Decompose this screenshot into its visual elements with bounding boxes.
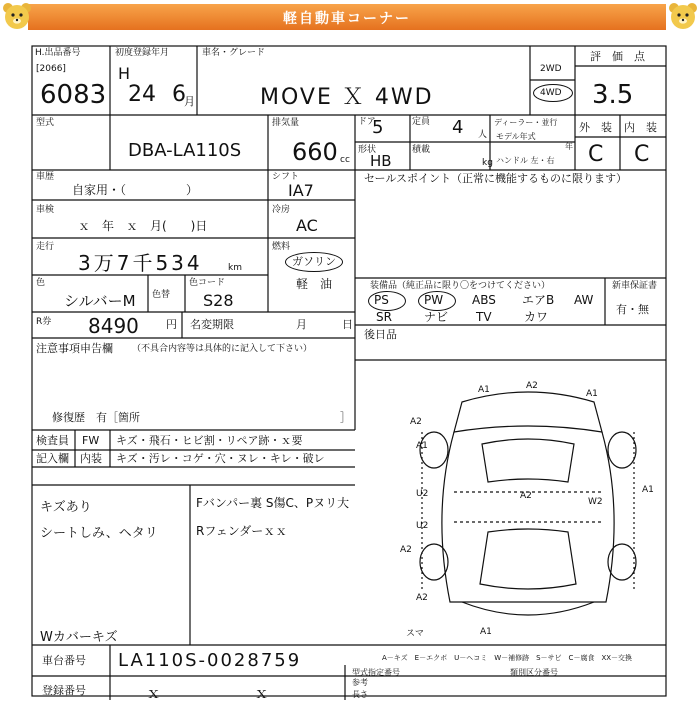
handwritten-note-5: Wカバーキズ — [40, 630, 118, 645]
aircon-label: 冷房 — [272, 205, 291, 215]
damage-mark: A1 — [478, 385, 490, 395]
reg-year: 24 — [128, 82, 156, 107]
color-value: シルバーM — [64, 292, 136, 310]
type-designation-label: 型式指定番号 — [352, 668, 400, 677]
inspection-value: ｘ 年 ｘ 月( )日 — [78, 219, 208, 233]
load-label: 積載 — [412, 145, 431, 155]
damage-mark: W2 — [588, 497, 603, 507]
reg-no-value2: ｘ — [254, 684, 270, 702]
drive-4wd: 4WD — [540, 88, 562, 98]
sales-point-label: セールスポイント（正常に機能するものに限ります） — [364, 172, 628, 185]
fuel-light-oil: 軽 油 — [296, 277, 333, 291]
chassis-value: LA110S-0028759 — [118, 650, 302, 671]
fuel-label: 燃料 — [272, 242, 291, 252]
damage-mark: A2 — [410, 417, 422, 427]
inspection-label: 車検 — [36, 205, 55, 215]
score-value: 3.5 — [592, 80, 634, 110]
category-label: 類別区分番号 — [510, 668, 558, 677]
pw-circle — [418, 291, 456, 311]
mileage-label: 走行 — [36, 242, 55, 252]
reg-month: 6 — [172, 82, 186, 107]
drive-2wd: 2WD — [540, 64, 562, 74]
shift-label: シフト — [272, 172, 300, 182]
exterior-grade: C — [588, 142, 604, 167]
damage-mark: A2 — [520, 491, 532, 501]
fuel-gasoline: ガソリン — [292, 255, 336, 268]
type-value: DBA-LA110S — [128, 140, 242, 161]
rear-seat-label: 後日品 — [364, 328, 397, 341]
model-year-label: モデル年式 — [496, 132, 536, 141]
equipment-sr: SR — [376, 310, 392, 324]
doors-value: 5 — [372, 117, 384, 138]
repair-close: ］ — [340, 411, 351, 424]
equipment-leather: カワ — [524, 310, 549, 324]
warranty-value: 有・無 — [616, 303, 649, 316]
doors-label: ドア — [358, 117, 376, 127]
capacity-label: 定員 — [412, 117, 431, 127]
inspector-label2: 記入欄 — [36, 452, 69, 465]
reg-no-label: 登録番号 — [42, 684, 86, 697]
color-change-label: 色替 — [152, 290, 171, 300]
equipment-navi: ナビ — [424, 310, 449, 324]
chassis-label: 車台番号 — [42, 654, 86, 667]
damage-mark: A1 — [642, 485, 654, 495]
capacity-unit: 人 — [478, 130, 488, 140]
equipment-abs: ABS — [472, 293, 496, 307]
score-label: 評 価 点 — [590, 50, 645, 63]
dealer-label: ディーラー・並行 — [494, 118, 558, 127]
page-title: 軽自動車コーナー — [283, 11, 411, 27]
handwritten-note-4: Rフェンダーｘｘ — [196, 524, 288, 538]
car-damage-diagram — [392, 372, 664, 644]
recycle-label: R券 — [36, 317, 52, 327]
name-change-unit-day: 日 — [342, 318, 353, 331]
recycle-value: 8490 — [88, 314, 139, 338]
reg-label: 初度登録年月 — [115, 48, 170, 58]
inspector-interior: 内装 — [80, 452, 102, 465]
equipment-ps: PS — [374, 293, 389, 307]
load-unit: kg — [482, 158, 493, 168]
damage-mark: A2 — [526, 381, 538, 391]
shape-label: 形状 — [358, 145, 377, 155]
handwritten-note-3: Fバンパー裏 S傷C、Pヌリ大 — [196, 496, 350, 510]
equipment-tv: TV — [476, 310, 492, 324]
shift-value: IA7 — [288, 181, 314, 200]
warranty-label: 新車保証書 — [612, 281, 658, 291]
disp-value: 660 — [292, 138, 338, 166]
equipment-pw: PW — [424, 293, 444, 307]
inspector-line2: キズ・汚レ・コゲ・穴・ヌレ・キレ・破レ — [116, 452, 325, 465]
damage-mark: A1 — [586, 389, 598, 399]
color-code-label: 色コード — [189, 278, 226, 288]
model-label: 車名・グレード — [202, 48, 266, 58]
mirror-label: スマ — [406, 629, 424, 639]
equipment-label: 装備品（純正品に限り〇をつけてください） — [370, 281, 551, 291]
color-code-value: S28 — [203, 291, 234, 310]
aircon-value: AC — [296, 216, 318, 235]
damage-mark: A2 — [400, 545, 412, 555]
damage-legend: A－キズ E－エクボ U－ヘコミ W－補修跡 S－サビ C－腐食 XX－交換 — [382, 654, 633, 662]
mileage-unit: km — [228, 263, 242, 273]
damage-mark: U2 — [416, 521, 429, 531]
name-change-unit-month: 月 — [296, 318, 307, 331]
exterior-label: 外 装 — [579, 121, 612, 134]
reg-month-unit: 月 — [184, 95, 195, 108]
handwritten-note-1: キズあり — [40, 500, 92, 515]
damage-mark: A2 — [416, 593, 428, 603]
ps-circle — [368, 291, 406, 311]
equipment-airbag: エアB — [522, 293, 555, 307]
ref-label: 参考 — [352, 678, 368, 687]
lot-label: H.出品番号 — [35, 48, 81, 58]
usage-value: 自家用・（ ） — [72, 183, 199, 197]
notes-label: 注意事項申告欄 — [36, 342, 113, 355]
reg-era: H — [118, 64, 131, 83]
type-label: 型式 — [36, 118, 55, 128]
handle-label: ハンドル 左・右 — [496, 156, 555, 165]
reg-no-value1: ｘ — [146, 684, 162, 702]
damage-mark: A1 — [480, 627, 492, 637]
lot-sub: [2066] — [36, 64, 66, 74]
equipment-aw: AW — [574, 293, 594, 307]
length-label: 長さ — [352, 690, 368, 699]
recycle-unit: 円 — [166, 318, 177, 331]
inspector-line1: キズ・飛石・ヒビ割・リペア跡・ｘ要 — [116, 434, 303, 447]
inspector-fw: FW — [82, 434, 100, 447]
damage-mark: U2 — [416, 489, 429, 499]
disp-label: 排気量 — [272, 118, 300, 128]
lot-number: 6083 — [40, 80, 107, 110]
inspector-label1: 検査員 — [36, 434, 69, 447]
disp-unit: cc — [340, 155, 350, 165]
interior-label: 内 装 — [624, 121, 657, 134]
color-label: 色 — [36, 278, 46, 288]
model-year-unit: 年 — [565, 142, 573, 151]
mileage-value: 3万7千534 — [78, 251, 203, 275]
notes-hint: （不具合内容等は具体的に記入して下さい） — [132, 344, 313, 354]
model-value: MOVE Ｘ 4WD — [260, 85, 434, 110]
interior-grade: C — [634, 142, 650, 167]
capacity-value: 4 — [452, 117, 464, 138]
handwritten-note-2: シートしみ、ヘタリ — [40, 526, 158, 541]
damage-mark: A1 — [416, 441, 428, 451]
name-change-label: 名変期限 — [190, 318, 234, 331]
shape-value: HB — [370, 152, 392, 170]
repair-label: 修復歴 有［箇所 — [52, 411, 140, 424]
usage-label: 車歴 — [36, 172, 55, 182]
